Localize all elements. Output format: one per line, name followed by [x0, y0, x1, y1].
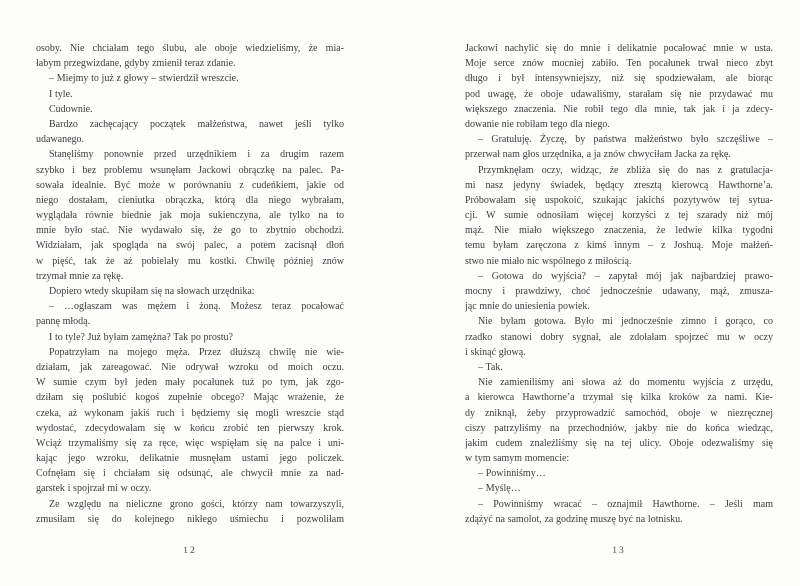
text-line: – Miejmy to już z głowy – stwierdził wreszcie. — [49, 73, 239, 85]
page-left — [36, 0, 344, 586]
text-line: udawanego. — [36, 134, 85, 146]
text-line: wyglądała równie biednie jak moja sukienczyna, ale tylko na to — [36, 210, 344, 222]
text-line: szybko i bez problemu wsunęłam Jackowi obrączkę na palec. Pa- — [36, 164, 344, 176]
text-line: I tyle. — [49, 88, 73, 100]
text-line: jakim cudem znaleźliśmy się na tej ulicy. Oboje odezwaliśmy się — [465, 437, 773, 449]
text-line: trzymał mnie za rękę. — [36, 270, 124, 282]
text-line: większego znaczenia. Nie robił tego dla mnie, tak jak i ja zdecy- — [465, 103, 773, 115]
text-line: kając jego wzroku, delikatnie musnęłam ustami jego policzek. — [36, 453, 344, 465]
text-line: – Gratuluję. Życzę, by państwa małżeństwo było szczęśliwe – — [478, 134, 773, 146]
text-line: mi nasz jedyny świadek, będący zresztą kierowcą Hawthorne’a. — [465, 179, 773, 191]
text-line: ciszy patrzyliśmy na przechodniów, jakby nie do końca wiedząc, — [465, 422, 773, 434]
text-line: Stanęliśmy ponownie przed urzędnikiem i za drugim razem — [49, 149, 344, 161]
text-line: Dopiero wtedy skupiłam się na słowach urzędnika: — [49, 286, 255, 297]
text-line: zdążyć na samolot, za godzinę muszę być na lotnisku. — [465, 513, 683, 525]
text-line: – Myślę… — [478, 483, 521, 495]
page-number-left: 12 — [183, 546, 197, 556]
text-line: łabym przegwizdane, gdyby zmienił teraz zdanie. — [36, 58, 236, 70]
text-line: dowanie nie robiłam tego dla niego. — [465, 118, 610, 130]
text-line: mnie było stać. Nie wydawało się, że go to zbytnio obchodzi. — [36, 225, 344, 237]
page-right-text-column — [465, 41, 773, 527]
text-line: stwo nie miało nic wspólnego z miłością. — [465, 255, 632, 267]
text-line: Próbowałam się uspokoić, szukając jakichś pozytywów tej sytua- — [465, 194, 773, 206]
text-line: garstek i spojrzał mi w oczy. — [36, 483, 152, 495]
text-line: i skinąć głową. — [465, 346, 526, 358]
text-line: Popatrzyłam na mojego męża. Przez dłuższą chwilę nie wie- — [49, 346, 344, 358]
text-line: sowała idealnie. Być może w porównaniu z cudeńkiem, jakie od — [36, 179, 344, 191]
text-line: długo i był intensywniejszy, niż się spodziewałam, ale biorąc — [465, 73, 773, 85]
page-left-text-column — [36, 41, 344, 527]
text-line: Cofnęłam się i chciałam się odsunąć, ale chwycił mnie za nad- — [36, 468, 344, 480]
text-line: Ze względu na nieliczne grono gości, którzy nam towarzyszyli, — [49, 498, 344, 510]
text-line: temu byłam zaręczona z kimś innym – z Joshuą. Moje małżeń- — [465, 240, 773, 252]
text-line: Cudownie. — [49, 103, 93, 115]
text-line: I to tyle? Już byłam zamężna? Tak po prostu? — [49, 331, 233, 343]
text-line: Widziałam, jak spogląda na swój palec, a potem zacisnął dłoń — [36, 240, 344, 252]
text-line: niego dostałam, cieniutka obrączka, którą dla niego wybrałam, — [36, 194, 344, 206]
text-line: – …ogłaszam was mężem i żoną. Możesz teraz pocałować — [49, 301, 344, 313]
text-line: pod uwagę, że oboje udawaliśmy, starałam się nie przydawać mu — [465, 88, 773, 100]
text-line: w pięść, tak że aż pobielały mu kostki. Chwilę później znów — [36, 255, 344, 267]
text-line: – Gotowa do wyjścia? – zapytał mój jak najbardziej prawo- — [478, 270, 773, 282]
text-line: w tym samym momencie: — [465, 453, 570, 465]
text-line: – Tak. — [478, 361, 503, 373]
text-line: Wciąż trzymaliśmy się za ręce, więc wspięłam się na palce i uni- — [36, 437, 344, 449]
text-line: dy zniknął, żeby przyprowadzić samochód, oboje w niezręcznej — [465, 407, 773, 419]
text-line: – Powinniśmy… — [478, 468, 546, 480]
text-line: przerwał nam głos urzędnika, a ja znów chwyciłam Jacka za rękę. — [465, 149, 731, 161]
text-line: mąż. Nie miało większego znaczenia, że ledwie kilka tygodni — [465, 225, 773, 237]
text-line: zmusiłam się do kolejnego nikłego uśmiechu i pozwoliłam — [36, 513, 344, 525]
text-line: Przymknęłam oczy, widząc, że zbliża się do nas z gratulacja- — [478, 164, 773, 176]
text-line: wydostać, zdecydowałam się w końcu zrobić ten pierwszy krok. — [36, 422, 344, 434]
text-line: Nie byłam gotowa. Było mi jednocześnie zimno i gorąco, co — [478, 316, 773, 328]
text-line: Jackowi nachylić się do mnie i delikatnie pocałować mnie w usta. — [465, 43, 773, 54]
text-line: rzadko stanowi dobry sygnał, ale zdołałam spojrzeć mu w oczy — [465, 331, 773, 343]
text-line: – Powinniśmy wracać – oznajmił Hawthorne. – Jeśli mam — [478, 498, 773, 510]
text-line: Nie zamieniliśmy ani słowa aż do momentu wyjścia z urzędu, — [478, 377, 773, 389]
text-line: Bardzo zachęcający początek małżeństwa, nawet jeśli tylko — [49, 118, 344, 130]
text-line: czeka, aż wykonam jakiś ruch i będziemy się mogli wreszcie stąd — [36, 407, 344, 419]
text-line: W sumie czym był jeden mały pocałunek tuż po tym, jak zgo- — [36, 377, 344, 389]
page-number-right: 13 — [612, 546, 626, 556]
text-line: jąc mnie do uniesienia powiek. — [465, 301, 590, 313]
text-line: pannę młodą. — [36, 316, 91, 328]
text-line: działam, jak zareagować. Nie odrywał wzroku od moich oczu. — [36, 361, 344, 373]
text-line: Moje serce znów mocniej zabiło. Ten pocałunek trwał nieco zbyt — [465, 58, 773, 70]
text-line: cji. W sumie odnosiłam więcej korzyści z tej szarady niż mój — [465, 210, 773, 222]
text-line: a kierowca Hawthorne’a trzymał się kilka kroków za nami. Kie- — [465, 392, 773, 404]
text-line: osoby. Nie chciałam tego ślubu, ale oboje wiedzieliśmy, że mia- — [36, 43, 344, 54]
page-right — [465, 0, 773, 586]
text-line: mocny i prawdziwy, choć jednocześnie udawany, mąż, zmusza- — [465, 286, 773, 297]
text-line: dziłam się poślubić kogoś zupełnie obcego? Mając wrażenie, że — [36, 392, 344, 404]
